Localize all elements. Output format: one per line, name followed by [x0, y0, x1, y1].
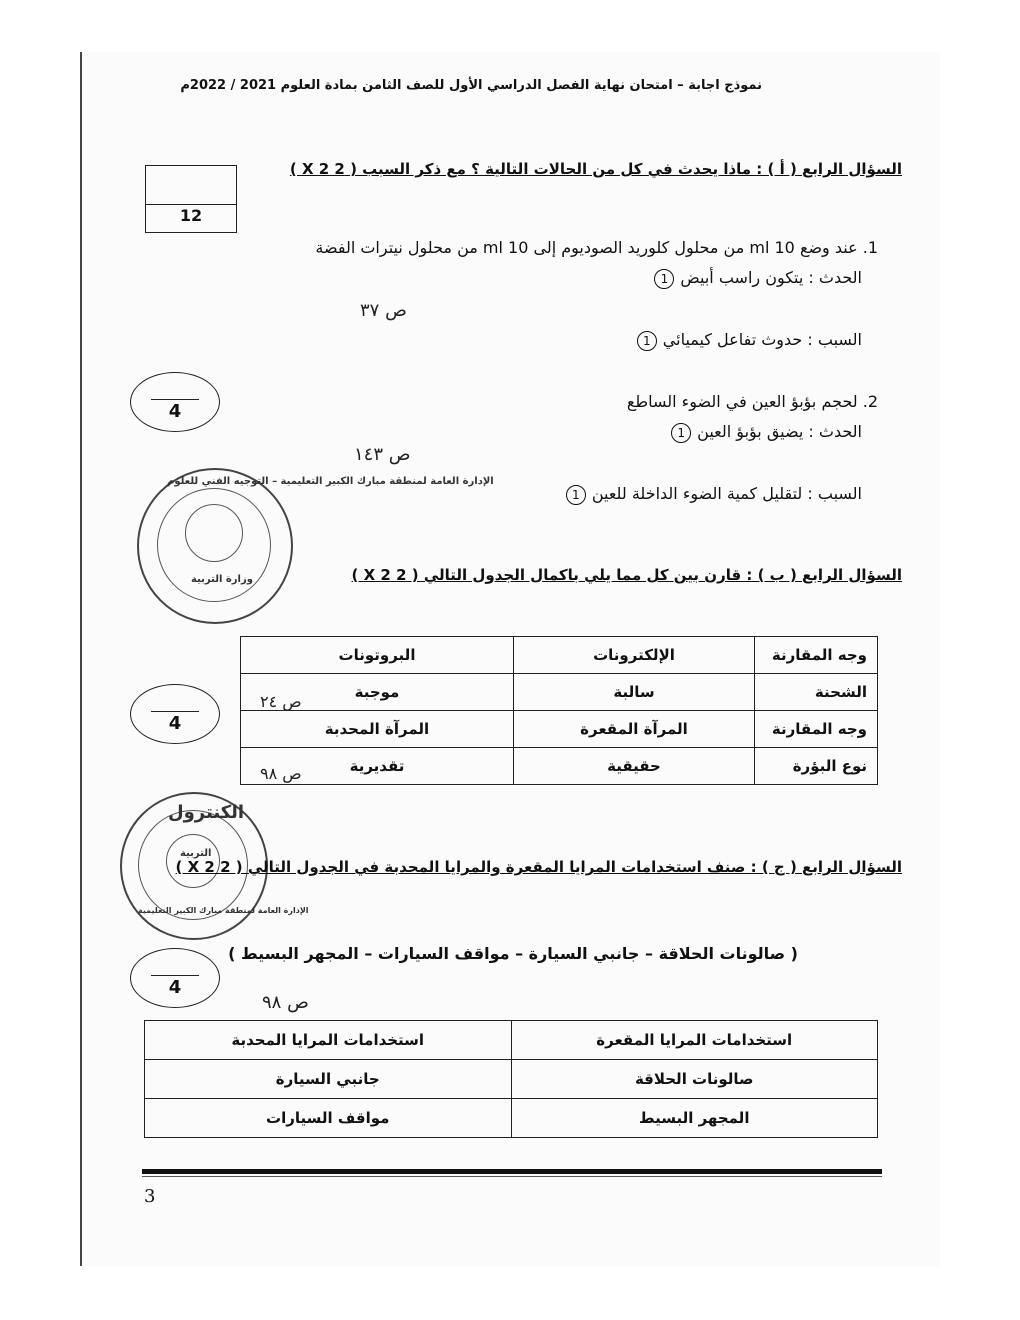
score-box-total-value: 12 [179, 206, 203, 225]
q4a-title: السؤال الرابع ( أ ) : ماذا يحدث في كل من الحالات التالية ؟ مع ذكر السبب ( 2 X 2 ) [289, 160, 902, 178]
mark-circle: 1 [654, 269, 674, 289]
q4a-item1-reason: السبب : حدوث تفاعل كيميائي1 [631, 330, 862, 351]
footer-rule-thin [142, 1176, 882, 1177]
table-cell: صالونات الحلاقة [511, 1060, 878, 1099]
table-cell: البروتونات [241, 637, 514, 674]
table-cell: المجهر البسيط [511, 1099, 878, 1138]
q4c-options: ( صالونات الحلاقة – جانبي السيارة – مواقف السيارات – المجهر البسيط ) [228, 944, 798, 963]
page-header: نموذج اجابة – امتحان نهاية الفصل الدراسي الأول للصف الثامن بمادة العلوم 2021 / 2022م [180, 78, 762, 93]
table-cell: مواقف السيارات [145, 1099, 512, 1138]
table-cell: موجبة [241, 674, 514, 711]
table-row [241, 748, 878, 785]
table-cell: تقديرية [241, 748, 514, 785]
q4c-score-oval [130, 948, 220, 1008]
table-cell: وجه المقارنة [755, 711, 878, 748]
table-cell: الإلكترونات [514, 637, 755, 674]
q4b-page-ref-1: ص ٢٤ [260, 692, 302, 711]
q4a-item1-event: الحدث : يتكون راسب أبيض1 [648, 268, 862, 289]
table-row [241, 674, 878, 711]
table-cell: نوع البؤرة [755, 748, 878, 785]
stamp2-ring-text: الإدارة العامة لمنطقة مبارك الكبير التعليمية [138, 906, 309, 915]
q4c-score: 4 [168, 977, 182, 998]
page-number: 3 [144, 1186, 156, 1207]
q4c-page-ref: ص ٩٨ [262, 992, 309, 1013]
q4a-item1-page-ref: ص ٣٧ [360, 300, 407, 321]
q4b-score-oval [130, 684, 220, 744]
stamp2-center-text: التربية [180, 848, 212, 859]
table-cell: الشحنة [755, 674, 878, 711]
table-cell: المرآة المحدبة [241, 711, 514, 748]
table-row [241, 711, 878, 748]
score-box-total [145, 165, 237, 233]
q4b-score: 4 [168, 713, 182, 734]
q4a-item1-text: 1. عند وضع 10 ml من محلول كلوريد الصوديوم إلى 10 ml من محلول نيترات الفضة [315, 238, 878, 257]
mark-circle: 1 [671, 423, 691, 443]
q4a-item2-text: 2. لحجم بؤبؤ العين في الضوء الساطع [626, 392, 878, 411]
mark-circle: 1 [637, 331, 657, 351]
q4a-score: 4 [168, 401, 182, 422]
stamp1-ring-text: الإدارة العامة لمنطقة مبارك الكبير التعليمية – التوجيه الفني للعلوم [167, 476, 494, 487]
mark-circle: 1 [566, 485, 586, 505]
q4a-item2-page-ref: ص ١٤٣ [354, 444, 411, 465]
table-row [145, 1060, 878, 1099]
table-row [241, 637, 878, 674]
table-cell: وجه المقارنة [755, 637, 878, 674]
q4c-mirrors-table [144, 1020, 878, 1138]
q4b-title: السؤال الرابع ( ب ) : قارن بين كل مما يلي باكمال الجدول التالي ( 2 X 2 ) [351, 566, 902, 584]
table-header-cell: استخدامات المرايا المقعرة [511, 1021, 878, 1060]
q4b-comparison-table [240, 636, 878, 785]
exam-page [80, 52, 940, 1266]
q4a-item2-reason: السبب : لتقليل كمية الضوء الداخلة للعين1 [560, 484, 862, 505]
q4c-title: السؤال الرابع ( ج ) : صنف استخدامات المرايا المقعرة والمرايا المحدبة في الجدول التالي ( 2 X 2 ) [175, 858, 902, 876]
table-header-cell: استخدامات المرايا المحدبة [145, 1021, 512, 1060]
scan-background [0, 0, 80, 1320]
q4b-page-ref-2: ص ٩٨ [260, 764, 302, 783]
q4a-item2-event: الحدث : يضيق بؤبؤ العين1 [665, 422, 862, 443]
table-cell: حقيقية [514, 748, 755, 785]
table-cell: المرآة المقعرة [514, 711, 755, 748]
table-row [145, 1099, 878, 1138]
stamp1-center-text: وزارة التربية [191, 574, 253, 585]
stamp2-top-text: الكنترول [168, 802, 245, 823]
table-cell: سالبة [514, 674, 755, 711]
footer-rule [142, 1169, 882, 1174]
table-row [145, 1021, 878, 1060]
q4a-score-oval [130, 372, 220, 432]
education-office-stamp [137, 468, 494, 624]
table-cell: جانبي السيارة [145, 1060, 512, 1099]
